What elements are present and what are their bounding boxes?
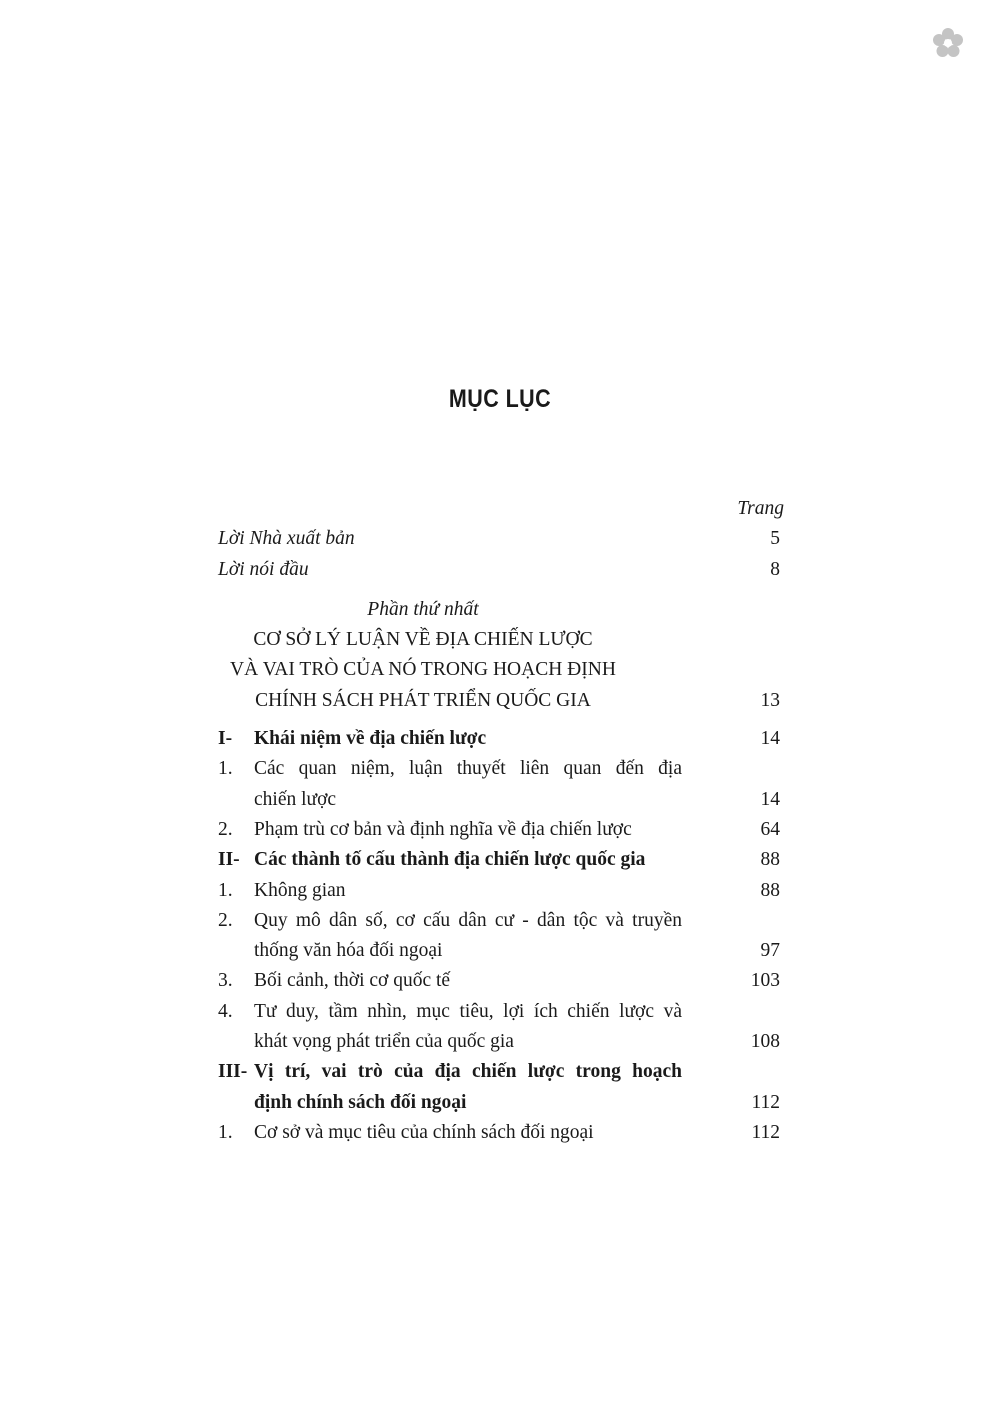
toc-section-heading[interactable] [218,1057,784,1087]
section-title: Các thành tố cấu thành địa chiến lược quốc gia [254,849,646,871]
item-title: Quy mô dân số, cơ cấu dân cư - dân tộc và truyền [254,909,682,931]
toc-section-heading[interactable] [218,845,784,875]
item-number: 3. [218,970,233,992]
toc-entry-front-matter[interactable] [218,555,784,585]
toc-item[interactable] [218,906,784,936]
item-title: khát vọng phát triển của quốc gia [254,1031,514,1053]
section-title: Vị trí, vai trò của địa chiến lược trong hoạch [254,1061,682,1083]
item-page: 14 [760,788,780,810]
item-number: 2. [218,909,233,931]
toc-entry-page: 5 [770,528,780,550]
item-page: 88 [760,879,780,901]
item-number: 1. [218,1121,233,1143]
page-column-header: Trang [737,498,784,519]
toc-entry-label: Lời Nhà xuất bản [218,528,355,550]
section-title: định chính sách đối ngoại [254,1091,467,1113]
table-of-contents [218,494,784,1148]
item-title: thống văn hóa đối ngoại [254,940,443,962]
item-title: Tư duy, tầm nhìn, mục tiêu, lợi ích chiến lược và [254,1000,682,1022]
section-number: III- [218,1061,248,1083]
toc-section-heading-continued[interactable] [218,1088,784,1118]
toc-entry-label: Lời nói đầu [218,558,309,580]
part-title-line[interactable] [218,655,784,685]
part-title: CHÍNH SÁCH PHÁT TRIỂN QUỐC GIA [255,689,591,711]
item-number: 1. [218,758,233,780]
part-page: 13 [760,689,780,711]
section-number: II- [218,849,240,871]
item-number: 2. [218,818,233,840]
toc-item-continued[interactable] [218,785,784,815]
section-page: 112 [751,1091,780,1113]
toc-item[interactable] [218,815,784,845]
part-title-line[interactable] [218,686,784,716]
item-title: Bối cảnh, thời cơ quốc tế [254,970,451,992]
toc-entry-front-matter[interactable] [218,524,784,554]
toc-item[interactable] [218,966,784,996]
section-title: Khái niệm về địa chiến lược [254,728,487,750]
toc-item-continued[interactable] [218,1027,784,1057]
item-number: 4. [218,1000,233,1022]
item-page: 108 [750,1031,780,1053]
item-title: Phạm trù cơ bản và định nghĩa về địa chiến lược [254,818,632,840]
flower-ornament-icon [931,26,965,60]
part-title: CƠ SỞ LÝ LUẬN VỀ ĐỊA CHIẾN LƯỢC [253,629,593,651]
toc-item[interactable] [218,754,784,784]
page-title: MỤC LỤC [448,385,552,413]
part-title: VÀ VAI TRÒ CỦA NÓ TRONG HOẠCH ĐỊNH [230,659,616,681]
item-page: 64 [760,818,780,840]
item-page: 103 [750,970,780,992]
item-title: chiến lược [254,788,337,810]
toc-entry-page: 8 [770,558,780,580]
toc-item[interactable] [218,997,784,1027]
item-title: Cơ sở và mục tiêu của chính sách đối ngoại [254,1121,594,1143]
section-number: I- [218,728,233,750]
item-title: Không gian [254,879,346,901]
part-label-line [218,595,784,625]
part-title-line[interactable] [218,625,784,655]
section-page: 88 [760,849,780,871]
toc-item[interactable] [218,1118,784,1148]
item-page: 97 [760,940,780,962]
item-title: Các quan niệm, luận thuyết liên quan đến địa [254,758,682,780]
section-page: 14 [760,728,780,750]
toc-item[interactable] [218,876,784,906]
item-number: 1. [218,879,233,901]
toc-section-heading[interactable] [218,724,784,754]
part-label: Phần thứ nhất [367,598,479,620]
toc-item-continued[interactable] [218,936,784,966]
item-page: 112 [751,1121,780,1143]
